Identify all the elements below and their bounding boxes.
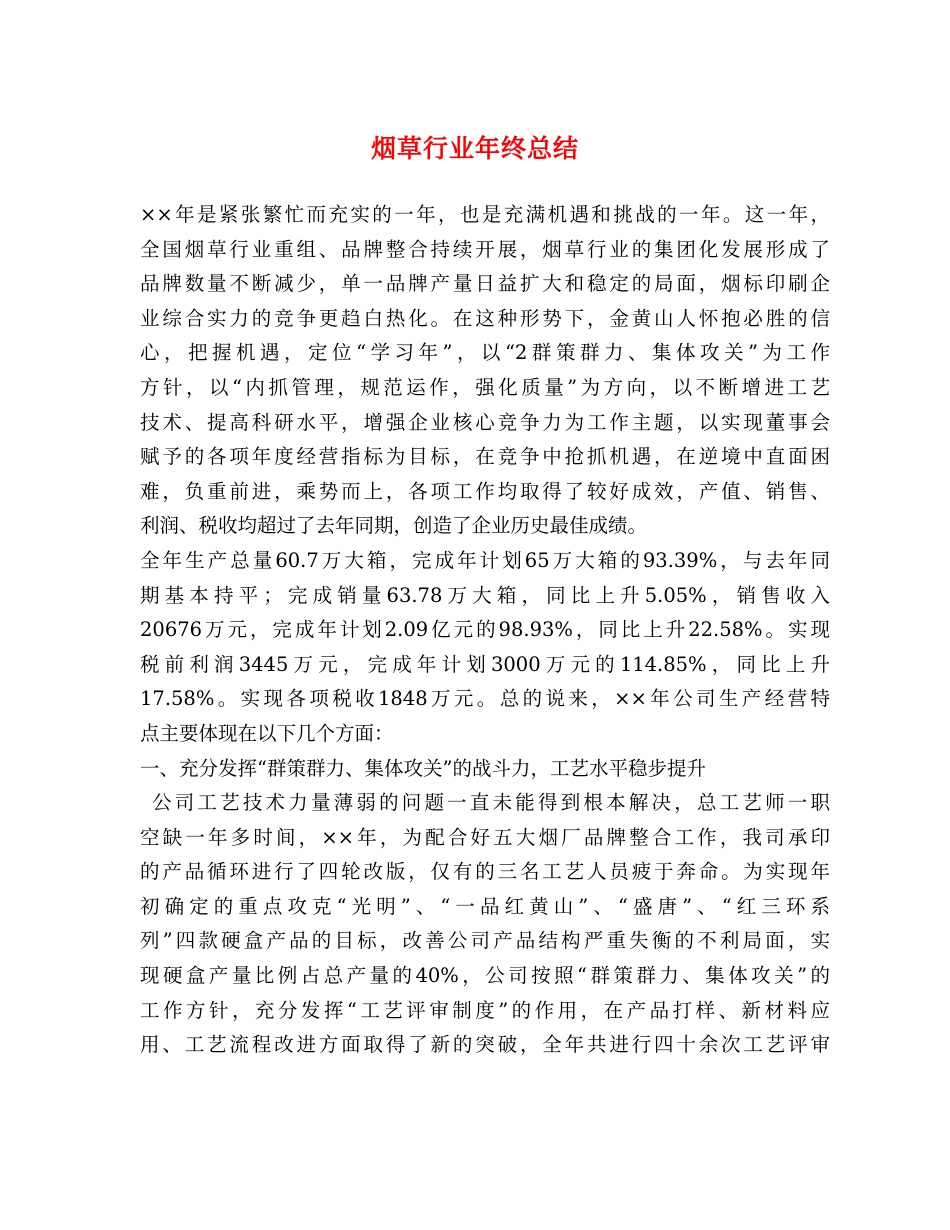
body-line: 全国烟草行业重组、品牌整合持续开展，烟草行业的集团化发展形成了 <box>140 237 830 261</box>
body-line: 20676万元，完成年计划2.09亿元的98.93%，同比上升22.58%。实现 <box>140 618 830 642</box>
body-line: 列”四款硬盒产品的目标，改善公司产品结构严重失衡的不利局面，实 <box>140 929 830 953</box>
body-line: 方针，以“内抓管理，规范运作，强化质量”为方向，以不断增进工艺 <box>140 375 830 399</box>
body-line: 期基本持平；完成销量63.78万大箱，同比上升5.05%，销售收入 <box>140 583 830 607</box>
body-line: 现硬盒产量比例占总产量的40%，公司按照“群策群力、集体攻关”的 <box>140 964 830 988</box>
document-title: 烟草行业年终总结 <box>370 134 579 163</box>
body-line: 用、工艺流程改进方面取得了新的突破，全年共进行四十余次工艺评审 <box>140 1033 830 1057</box>
document-body <box>140 198 830 1063</box>
body-line: 空缺一年多时间，××年，为配合好五大烟厂品牌整合工作，我司承印 <box>140 825 830 849</box>
body-line: 技术、提高科研水平，增强企业核心竞争力为工作主题，以实现董事会 <box>140 410 830 434</box>
body-line: 工作方针，充分发挥“工艺评审制度”的作用，在产品打样、新材料应 <box>140 998 830 1022</box>
body-line: 心，把握机遇，定位“学习年”，以“2群策群力、集体攻关”为工作 <box>140 341 830 365</box>
body-line: 的产品循环进行了四轮改版，仅有的三名工艺人员疲于奔命。为实现年 <box>140 860 830 884</box>
body-line: 初确定的重点攻克“光明”、“一品红黄山”、“盛唐”、“红三环系 <box>140 894 830 918</box>
body-line: 点主要体现在以下几个方面： <box>140 721 394 745</box>
body-line: 公司工艺技术力量薄弱的问题一直未能得到根本解决，总工艺师一职 <box>152 791 830 815</box>
body-line: 难，负重前进，乘势而上，各项工作均取得了较好成效，产值、销售、 <box>140 479 830 503</box>
body-line: ××年是紧张繁忙而充实的一年，也是充满机遇和挑战的一年。这一年， <box>140 203 830 226</box>
body-line: 业综合实力的竞争更趋白热化。在这种形势下，金黄山人怀抱必胜的信 <box>140 306 830 330</box>
section-heading: 一、充分发挥“群策群力、集体攻关”的战斗力，工艺水平稳步提升 <box>140 756 706 780</box>
body-line: 品牌数量不断减少，单一品牌产量日益扩大和稳定的局面，烟标印刷企 <box>140 272 830 296</box>
body-line: 税前利润3445万元，完成年计划3000万元的114.85%，同比上升 <box>140 652 830 676</box>
body-line: 赋予的各项年度经营指标为目标，在竞争中抢抓机遇，在逆境中直面困 <box>140 445 830 469</box>
body-line: 全年生产总量60.7万大箱，完成年计划65万大箱的93.39%，与去年同 <box>140 548 830 572</box>
body-line: 17.58%。实现各项税收1848万元。总的说来，××年公司生产经营特 <box>140 687 830 711</box>
body-line: 利润、税收均超过了去年同期，创造了企业历史最佳成绩。 <box>140 514 648 538</box>
